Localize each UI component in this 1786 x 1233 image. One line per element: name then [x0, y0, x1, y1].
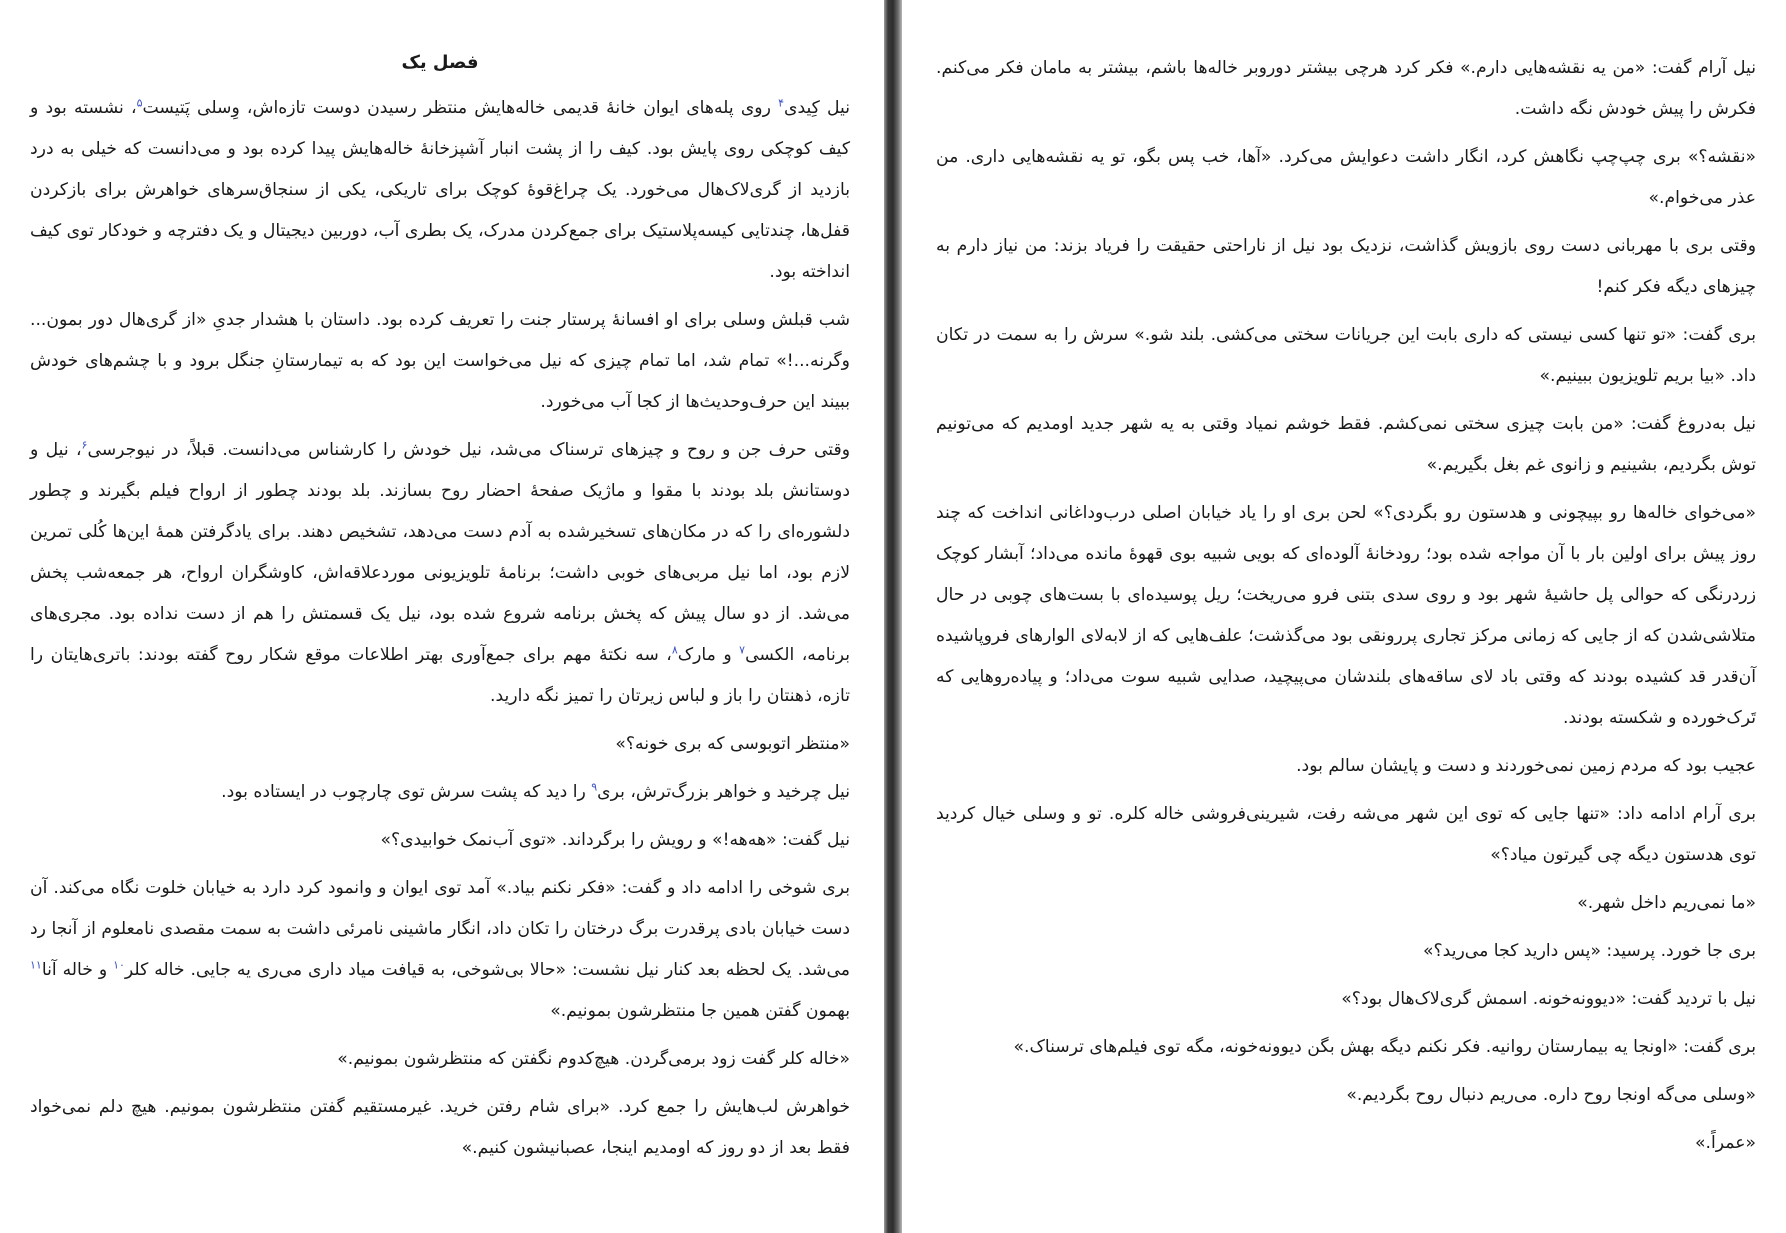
paragraph: [936, 493, 1756, 739]
paragraph-text: نیل به‌دروغ گفت: «من بابت چیزی سختی نمی‌کشم. فقط خوشم نمیاد وقتی به یه شهر جدید اومدیم که می‌تونیم توش بگردیم، بشینیم و زانوی غم بغل بگیریم.»: [936, 414, 1756, 475]
paragraph: [936, 979, 1756, 1020]
left-page-body: [30, 88, 850, 1169]
footnote-marker[interactable]: ۶: [81, 438, 88, 452]
book-spine-gutter: [884, 0, 902, 1233]
paragraph-text: نیل آرام گفت: «من یه نقشه‌هایی دارم.» فکر کرد هرچی بیشتر دوروبر خاله‌ها باشم، بیشتر به مامان فکر می‌کنم. فکرش را پیش خودش نگه داشت.: [936, 58, 1756, 119]
paragraph-text: بری جا خورد. پرسید: «پس دارید کجا می‌رید؟»: [1423, 941, 1756, 961]
paragraph: [936, 226, 1756, 308]
paragraph: [936, 1075, 1756, 1116]
footnote-marker[interactable]: ۱۰: [113, 958, 125, 972]
paragraph-text: ، سه نکتهٔ مهم برای جمع‌آوری بهتر اطلاعات موقع شکار روح گفته بودند: باتری‌هایتان را تازه، ذهنتان را باز و لباس زیرتان را تمیز نگه دارید.: [30, 645, 850, 706]
paragraph-text: بری شوخی را ادامه داد و گفت: «فکر نکنم بیاد.» آمد توی ایوان و وانمود کرد دارد به خیابان خلوت نگاه می‌کند. آن دست خیابان بادی پرقدرت برگ درختان را تکان داد، انگار ماشینی نامرئی داشت به سمت مقصدی نامعلوم از آنجا رد می‌شد. یک لحظه بعد کنار نیل نشست: «حالا بی‌شوخی، به قیافت میاد داری می‌ری یه جایی. خاله کلر: [30, 878, 850, 980]
paragraph-text: عجیب بود که مردم زمین نمی‌خوردند و دست و پایشان سالم بود.: [1296, 756, 1756, 776]
paragraph-text: «ما نمی‌ریم داخل شهر.»: [1577, 893, 1756, 913]
paragraph-text: «وسلی می‌گه اونجا روح داره. می‌ریم دنبال روح بگردیم.»: [1346, 1085, 1756, 1105]
paragraph-text: بری آرام ادامه داد: «تنها جایی که توی این شهر می‌شه رفت، شیرینی‌فروشی خاله کلره. تو و وسلی خیال کردید توی هدستون دیگه چی گیرتون میاد؟»: [936, 804, 1756, 865]
paragraph-text: نیل کِیدی: [784, 98, 851, 118]
paragraph-text: بهمون گفتن همین جا منتظرشون بمونیم.»: [550, 1001, 850, 1021]
footnote-marker[interactable]: ۷: [739, 643, 746, 657]
paragraph-text: «می‌خوای خاله‌ها رو بپیچونی و هدستون رو بگردی؟» لحن بری او را یاد خیابان اصلی درب‌وداغانی انداخت که چند روز پیش برای اولین بار با آن مواجه شده بود؛ رودخانهٔ آلوده‌ای که بویی شبیه بوی قهوهٔ مانده می‌داد؛ آبشار کوچک زردرنگی که حوالی پل حاشیهٔ شهر بود و روی سدی بتنی فرو می‌ریخت؛ ریل پوسیده‌ای با بست‌های چوبی در حال متلاشی‌شدن که از جایی که زمانی مرکز تجاری پررونقی بود می‌گذشت؛ علف‌هایی که از لابه‌لای الوارهای فروپاشیده آن‌قدر قد کشیده بودند که وقتی باد لای ساقه‌های بلندشان می‌پیچید، صدایی شبیه سوت می‌داد؛ و پیاده‌روهایی که تَرک‌خورده و شکسته بودند.: [936, 503, 1756, 728]
right-page-body: [936, 48, 1756, 1164]
paragraph-text: ، نیل و دوستانش بلد بودند با مقوا و ماژیک صفحهٔ احضار روح بسازند. بلد بودند چطور از ارواح فیلم بگیرند و چطور دلشوره‌ای را که در مکان‌های تسخیرشده به آدم دست می‌دهد، تشخیص دهند. برای یادگرفتن همهٔ این‌ها کُلی تمرین لازم بود، اما نیل مربی‌های خوبی داشت؛ برنامهٔ تلویزیونی موردعلاقه‌اش، کاوشگران ارواح، هر جمعه‌شب پخش می‌شد. از دو سال پیش که پخش برنامه شروع شده بود، نیل یک قسمتش را هم از دست نداده بود. مجری‌های برنامه، الکسی: [30, 440, 850, 665]
footnote-marker[interactable]: ۵: [136, 96, 143, 110]
paragraph: [30, 724, 850, 765]
paragraph: [936, 404, 1756, 486]
paragraph: [30, 1087, 850, 1169]
paragraph-text: «نقشه؟» بری چپ‌چپ نگاهش کرد، انگار داشت دعوایش می‌کرد. «آها، خب پس بگو، تو یه نقشه‌هایی داری. من عذر می‌خوام.»: [936, 147, 1756, 208]
right-page: [902, 0, 1786, 1233]
paragraph-text: نیل با تردید گفت: «دیوونه‌خونه. اسمش گری‌لاک‌هال بود؟»: [1341, 989, 1756, 1009]
paragraph-text: بری گفت: «تو تنها کسی نیستی که داری بابت این جریانات سختی می‌کشی. بلند شو.» سرش را به سمت در تکان داد. «بیا بریم تلویزیون ببینیم.»: [936, 325, 1756, 386]
paragraph-text: وقتی حرف جن و روح و چیزهای ترسناک می‌شد، نیل خودش را کارشناس می‌دانست. قبلاً، در نیوجرسی: [87, 440, 850, 460]
paragraph: [30, 772, 850, 813]
paragraph: [936, 794, 1756, 876]
footnote-marker[interactable]: ۴: [778, 96, 784, 110]
paragraph-text: «عمراً.»: [1695, 1133, 1756, 1153]
paragraph: [936, 1027, 1756, 1068]
paragraph-text: خواهرش لب‌هایش را جمع کرد. «برای شام رفتن خرید. غیرمستقیم گفتن منتظرشون بمونیم. هیچ دلم نمی‌خواد فقط بعد از دو روز که اومدیم اینجا، عصبانیشون کنیم.»: [30, 1097, 850, 1158]
paragraph-text: روی پله‌های ایوان خانهٔ قدیمی خاله‌هایش منتظر رسیدن دوست تازه‌اش، وِسلی پَتیست: [142, 98, 779, 118]
paragraph: [936, 137, 1756, 219]
paragraph-text: را دید که پشت سرش توی چارچوب در ایستاده بود.: [221, 782, 592, 802]
paragraph: [30, 300, 850, 423]
footnote-marker[interactable]: ۱۱: [30, 958, 42, 972]
paragraph: [936, 746, 1756, 787]
paragraph: [936, 931, 1756, 972]
paragraph-text: نیل چرخید و خواهر بزرگ‌ترش، بری: [597, 782, 850, 802]
paragraph-text: نیل گفت: «هه‌هه!» و رویش را برگرداند. «توی آب‌نمک خوابیدی؟»: [380, 830, 850, 850]
footnote-marker[interactable]: ۹: [591, 780, 598, 794]
chapter-title: فصل یک: [401, 52, 479, 73]
paragraph: [936, 1123, 1756, 1164]
paragraph: [936, 48, 1756, 130]
left-page: [0, 0, 884, 1233]
paragraph-text: شب قبلش وسلی برای او افسانهٔ پرستار جنت را تعریف کرده بود. داستان با هشدار جدیِ «از گری‌هال دور بمون... وگرنه...!» تمام شد، اما تمام چیزی که نیل می‌خواست این بود که به تیمارستانِ جنگل برود و با چشم‌های خودش ببیند این حرف‌وحدیث‌ها از کجا آب می‌خورد.: [30, 310, 850, 412]
footnote-marker[interactable]: ۸: [671, 643, 678, 657]
paragraph-text: ، نشسته بود و کیف کوچکی روی پایش بود. کیف را از پشت انبار آشپزخانهٔ خاله‌هایش پیدا کرده بود و می‌دانست که خیلی به درد بازدید از گری‌لاک‌هال می‌خورد. یک چراغ‌قوهٔ کوچک برای تاریکی، یکی از سنجاق‌سرهای خواهرش برای بازکردن قفل‌ها، چندتایی کیسه‌پلاستیک برای جمع‌کردن مدرک، یک بطری آب، دوربین دیجیتال و یک دفترچه و خودکار توی کیف انداخته بود.: [30, 98, 850, 282]
paragraph-text: «خاله کلر گفت زود برمی‌گردن. هیچ‌کدوم نگفتن که منتظرشون بمونیم.»: [337, 1049, 850, 1069]
paragraph: [30, 868, 850, 1032]
paragraph-text: و مارک: [677, 645, 740, 665]
paragraph: [30, 430, 850, 717]
paragraph-text: وقتی بری با مهربانی دست روی بازویش گذاشت، نزدیک بود نیل از ناراحتی حقیقت را فریاد بزند: من نیاز دارم به چیزهای دیگه فکر کنم!: [936, 236, 1756, 297]
paragraph-text: و خاله آنا: [41, 960, 114, 980]
paragraph-text: بری گفت: «اونجا یه بیمارستان روانیه. فکر نکنم دیگه بهش بگن دیوونه‌خونه، مگه توی فیلم‌های ترسناک.»: [1013, 1037, 1756, 1057]
paragraph: [30, 1039, 850, 1080]
paragraph: [936, 315, 1756, 397]
paragraph-text: «منتظر اتوبوسی که بری خونه؟»: [615, 734, 850, 754]
paragraph: [30, 88, 850, 293]
paragraph: [30, 820, 850, 861]
paragraph: [936, 883, 1756, 924]
